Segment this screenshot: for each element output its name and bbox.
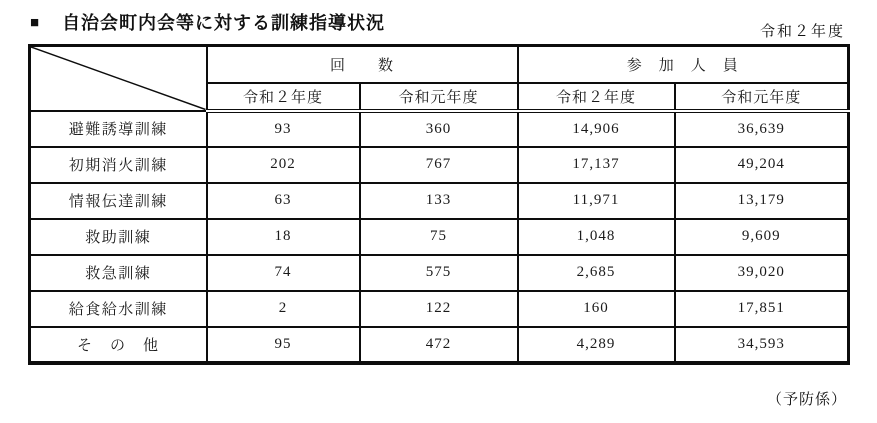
corner-cell <box>30 46 207 111</box>
cell-count-r1: 767 <box>360 147 518 183</box>
page-title <box>30 9 385 35</box>
cell-count-r1: 472 <box>360 327 518 363</box>
cell-count-r2: 63 <box>207 183 360 219</box>
footer-note: （予防係） <box>766 392 847 408</box>
cell-count-r1: 575 <box>360 255 518 291</box>
table-row-other <box>30 327 849 363</box>
title-bullet-icon: ■ <box>30 13 41 31</box>
cell-participants-r1: 17,851 <box>675 291 849 327</box>
fiscal-year-label: 令和２年度 <box>759 24 845 40</box>
table-row-rescue <box>30 219 849 255</box>
cell-participants-r1: 36,639 <box>675 111 849 147</box>
cell-participants-r2: 14,906 <box>518 111 675 147</box>
table-row-evacuation <box>30 111 849 147</box>
cell-count-r2: 18 <box>207 219 360 255</box>
cell-count-r2: 202 <box>207 147 360 183</box>
row-label: そ の 他 <box>30 327 207 363</box>
diagonal-line <box>31 47 206 110</box>
cell-participants-r1: 13,179 <box>675 183 849 219</box>
cell-participants-r2: 160 <box>518 291 675 327</box>
cell-participants-r1: 9,609 <box>675 219 849 255</box>
cell-count-r2: 95 <box>207 327 360 363</box>
row-label: 避難誘導訓練 <box>30 111 207 147</box>
subheader-participants-r1: 令和元年度 <box>675 83 849 111</box>
training-guidance-table <box>28 44 850 365</box>
cell-participants-r1: 34,593 <box>675 327 849 363</box>
row-label: 情報伝達訓練 <box>30 183 207 219</box>
title-text: 自治会町内会等に対する訓練指導状況 <box>62 13 386 33</box>
row-label: 初期消火訓練 <box>30 147 207 183</box>
row-label: 給食給水訓練 <box>30 291 207 327</box>
cell-count-r2: 74 <box>207 255 360 291</box>
cell-participants-r2: 1,048 <box>518 219 675 255</box>
header-group-row <box>30 46 849 83</box>
subheader-count-r1: 令和元年度 <box>360 83 518 111</box>
table-row-initial-firefighting <box>30 147 849 183</box>
row-label: 救急訓練 <box>30 255 207 291</box>
table-row-first-aid <box>30 255 849 291</box>
cell-count-r2: 2 <box>207 291 360 327</box>
cell-participants-r1: 39,020 <box>675 255 849 291</box>
subheader-count-r2: 令和２年度 <box>207 83 360 111</box>
table-row-food-water <box>30 291 849 327</box>
row-label: 救助訓練 <box>30 219 207 255</box>
cell-count-r1: 122 <box>360 291 518 327</box>
cell-participants-r2: 2,685 <box>518 255 675 291</box>
table-row-information <box>30 183 849 219</box>
cell-participants-r2: 17,137 <box>518 147 675 183</box>
cell-count-r1: 75 <box>360 219 518 255</box>
cell-count-r2: 93 <box>207 111 360 147</box>
cell-participants-r2: 4,289 <box>518 327 675 363</box>
subheader-participants-r2: 令和２年度 <box>518 83 675 111</box>
cell-participants-r1: 49,204 <box>675 147 849 183</box>
cell-count-r1: 360 <box>360 111 518 147</box>
cell-count-r1: 133 <box>360 183 518 219</box>
column-group-count: 回 数 <box>207 46 518 83</box>
cell-participants-r2: 11,971 <box>518 183 675 219</box>
column-group-participants: 参 加 人 員 <box>518 46 849 83</box>
